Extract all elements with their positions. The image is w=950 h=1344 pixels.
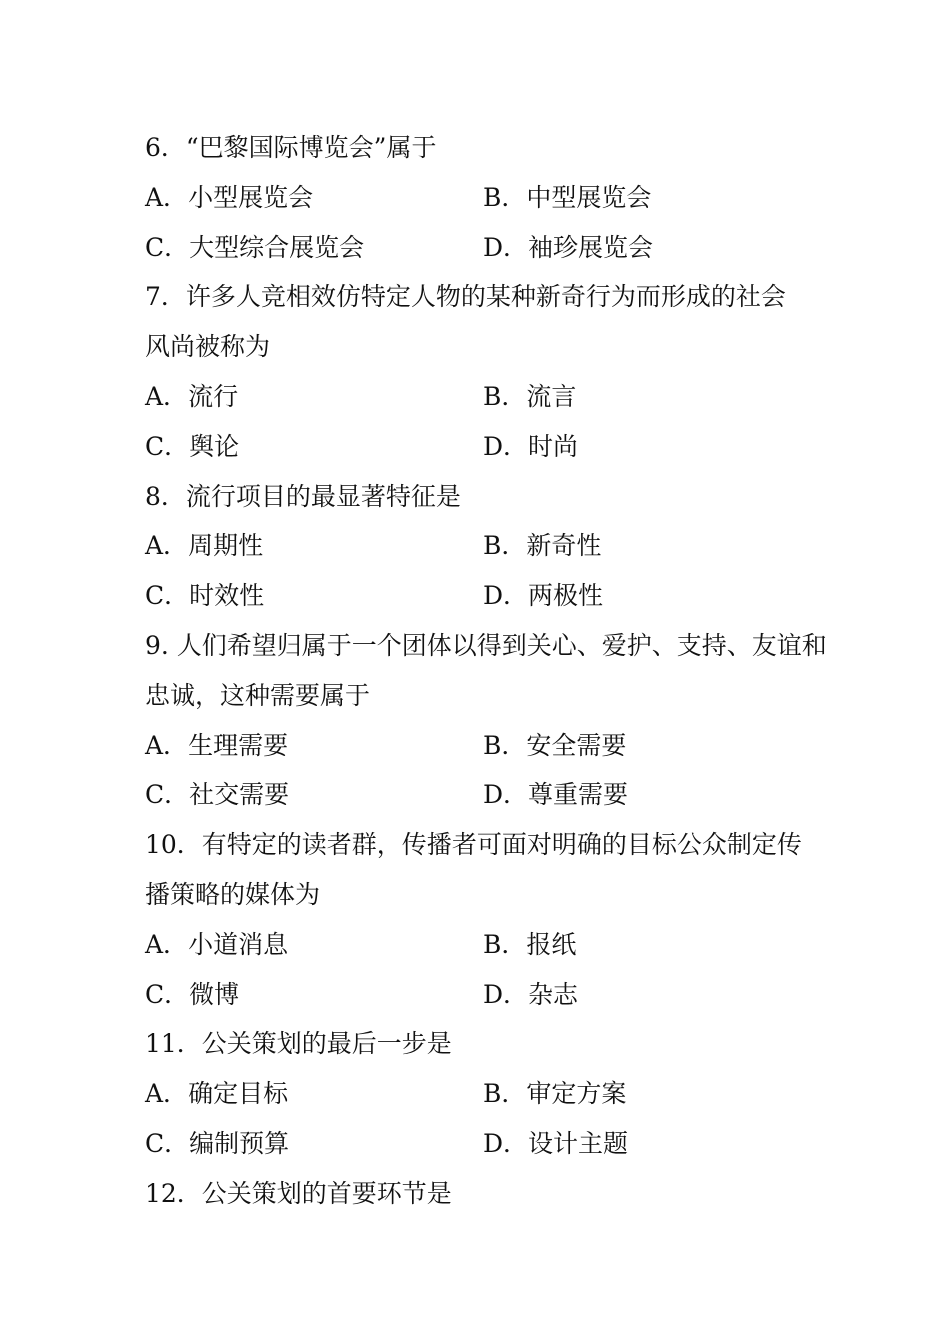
option [145, 721, 288, 771]
option-letter: A． [145, 929, 189, 959]
option-row [145, 1119, 815, 1169]
question-block [145, 1019, 815, 1168]
option [483, 721, 626, 771]
option-letter: C． [145, 431, 190, 461]
question-stem: 10．有特定的读者群，传播者可面对明确的目标公众制定传 [145, 830, 802, 860]
option [483, 223, 653, 273]
option-row [145, 920, 815, 970]
question-stem: 11．公关策划的最后一步是 [145, 1029, 452, 1059]
option-row [145, 770, 815, 820]
question-stem: 忠诚，这种需要属于 [145, 680, 371, 710]
question-stem: 8．流行项目的最显著特征是 [145, 481, 461, 511]
option-letter: C． [145, 780, 190, 810]
question-stem: 7．许多人竞相效仿特定人物的某种新奇行为而形成的社会 [145, 282, 786, 312]
option [145, 1069, 288, 1119]
option [145, 571, 264, 621]
question-block [145, 1169, 815, 1219]
question-list [145, 123, 827, 1219]
option-letter: B． [483, 730, 527, 760]
option-letter: A． [145, 531, 189, 561]
question-stem: 12．公关策划的首要环节是 [145, 1178, 452, 1208]
option [145, 770, 289, 820]
option [145, 422, 239, 472]
option-text: 流行 [188, 381, 239, 411]
option [483, 521, 601, 571]
option-letter: D． [483, 431, 529, 461]
option [483, 770, 628, 820]
option-letter: A． [145, 182, 189, 212]
question-block [145, 472, 815, 621]
option-letter: A． [145, 1079, 189, 1109]
question-stem: 9. 人们希望归属于一个团体以得到关心、爱护、支持、友谊和 [145, 630, 827, 660]
option-text: 安全需要 [526, 730, 627, 760]
option [483, 372, 576, 422]
option-letter: D． [483, 979, 529, 1009]
option-text: 时效性 [189, 581, 265, 611]
question-block [145, 621, 827, 820]
option-text: 中型展览会 [526, 182, 652, 212]
option-letter: C． [145, 581, 190, 611]
option-letter: B． [483, 381, 527, 411]
option-text: 微博 [189, 979, 240, 1009]
option-text: 确定目标 [188, 1079, 289, 1109]
option-text: 审定方案 [526, 1079, 627, 1109]
option [483, 970, 578, 1020]
option-row [145, 223, 815, 273]
option [145, 920, 288, 970]
option [483, 173, 651, 223]
option-row [145, 571, 815, 621]
option-letter: D． [483, 780, 529, 810]
option-row [145, 970, 815, 1020]
option-letter: D． [483, 232, 529, 262]
option-letter: A． [145, 381, 189, 411]
option-letter: C． [145, 1128, 190, 1158]
option-text: 设计主题 [528, 1128, 629, 1158]
option-text: 生理需要 [188, 730, 289, 760]
option-text: 社交需要 [189, 780, 290, 810]
option-letter: C． [145, 232, 190, 262]
option-text: 舆论 [189, 431, 240, 461]
option-text: 周期性 [188, 531, 264, 561]
option-row [145, 521, 815, 571]
option-text: 两极性 [528, 581, 604, 611]
option-text: 袖珍展览会 [528, 232, 654, 262]
option-letter: A． [145, 730, 189, 760]
option [483, 422, 578, 472]
option-letter: B． [483, 531, 527, 561]
question-block [145, 272, 815, 471]
option [483, 1069, 626, 1119]
question-stem: 播策略的媒体为 [145, 879, 321, 909]
option [483, 571, 603, 621]
option-text: 尊重需要 [528, 780, 629, 810]
option-text: 报纸 [526, 929, 577, 959]
option [145, 223, 364, 273]
option-row [145, 721, 815, 771]
option-letter: B． [483, 929, 527, 959]
option [483, 920, 576, 970]
option-letter: B． [483, 182, 527, 212]
option-text: 小型展览会 [188, 182, 314, 212]
option-letter: C． [145, 979, 190, 1009]
question-stem: 风尚被称为 [145, 332, 271, 362]
option [145, 372, 238, 422]
option [145, 970, 239, 1020]
option-text: 大型综合展览会 [189, 232, 365, 262]
option-row [145, 372, 815, 422]
question-block [145, 820, 815, 1019]
option-text: 杂志 [528, 979, 579, 1009]
question-stem: 6．“巴黎国际博览会”属于 [145, 133, 437, 162]
option-letter: B． [483, 1079, 527, 1109]
option-text: 流言 [526, 381, 577, 411]
option-text: 小道消息 [188, 929, 289, 959]
option-row [145, 173, 815, 223]
option-text: 新奇性 [526, 531, 602, 561]
option [145, 1119, 289, 1169]
option-text: 时尚 [528, 431, 579, 461]
question-block [145, 123, 815, 272]
option-letter: D． [483, 581, 529, 611]
option [145, 521, 263, 571]
option [483, 1119, 628, 1169]
option-row [145, 1069, 815, 1119]
option [145, 173, 313, 223]
option-row [145, 422, 815, 472]
option-text: 编制预算 [189, 1128, 290, 1158]
option-letter: D． [483, 1128, 529, 1158]
